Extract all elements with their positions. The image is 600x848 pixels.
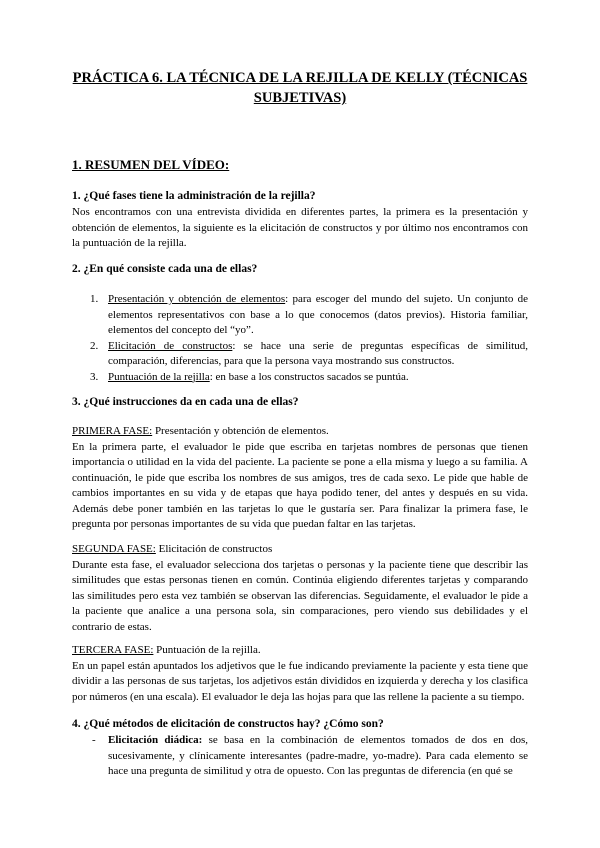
phase-1-block xyxy=(72,424,528,533)
phase-2-block xyxy=(72,542,528,635)
answer-1: Nos encontramos con una entrevista dividida en diferentes partes, la primera es la presentación y obtención de elementos, la siguiente es la elicitación de constructos y por último nos encontramos con la puntuación de la rejilla. xyxy=(72,206,528,249)
phase-3-block xyxy=(72,643,528,705)
methods-list xyxy=(72,733,528,780)
list-text: : se hace una serie de preguntas específicas de similitud, comparación, diferencias, para que la persona vaya mostrando sus constructos. xyxy=(108,339,528,367)
phase-2-title: Elicitación de constructos xyxy=(155,543,273,555)
list-number: 3. xyxy=(90,370,99,383)
method-text: se basa en la combinación de elementos tomados de dos en dos, sucesivamente, y clínicamente interesantes (padre-madre, yo-madre). Para cada elemento se hace una pregunta de similitud y otra de opuesto. Con las preguntas de diferencia (en qué se xyxy=(108,734,528,777)
list-text: : en base a los constructos sacados se puntúa. xyxy=(209,370,409,383)
phase-1-label: PRIMERA FASE: xyxy=(72,425,153,437)
section-heading: 1. RESUMEN DEL VÍDEO: xyxy=(72,157,230,172)
list-text: : para escoger del mundo del sujeto. Un conjunto de elementos representativos con base a lo que conocemos (datos previos). Historia familiar, elementos del concepto del “yo”. xyxy=(108,293,529,336)
phase-1-heading xyxy=(72,424,528,440)
list-term: Puntuación de la rejilla xyxy=(108,370,210,383)
bullet-dash: - xyxy=(92,734,96,746)
phase-2-label: SEGUNDA FASE: xyxy=(72,543,156,555)
phase-3-title: Puntuación de la rejilla. xyxy=(153,644,261,656)
list-number: 2. xyxy=(90,339,99,352)
list-item xyxy=(72,370,528,386)
phase-3-label: TERCERA FASE: xyxy=(72,644,154,656)
phase-1-text: En la primera parte, el evaluador le pide que escriba en tarjetas nombres de personas que tienen importancia o utilidad en la vida del paciente. La paciente se pone a ella misma y luego a su familia. A continuación, le pide que escriba los nombres de sus amigos, tres de cada sexo. Le pide que hable de cambios importantes en su vida y de etapas que haya podido tener, del antes y después en su vida. Además debe poner también en las tarjetas lo que le gustaría ser. Para finalizar la primera fase, le pregunta por personas importantes de su vida que puedan faltar en las tarjetas. xyxy=(72,440,528,530)
list-item xyxy=(72,733,528,780)
document-title: PRÁCTICA 6. LA TÉCNICA DE LA REJILLA DE KELLY (TÉCNICAS SUBJETIVAS) xyxy=(72,70,528,106)
phase-3-heading xyxy=(72,643,528,659)
phase-2-text: Durante esta fase, el evaluador selecciona dos tarjetas o personas y la paciente tiene que describir las similitudes que estas personas tienen en común. Continúa eligiendo diferentes tarjetas y comparando las similitudes pero esta vez también se observan las diferencias. Seguidamente, el evaluador le pide a la paciente que analice a una persona sola, sin comparaciones, pero viendo sus debilidades y el contrario de estas. xyxy=(72,558,528,633)
list-term: Presentación y obtención de elementos xyxy=(108,293,286,305)
list-item xyxy=(72,339,528,370)
method-term: Elicitación diádica: xyxy=(108,734,203,746)
list-item xyxy=(72,292,528,339)
phases-list xyxy=(72,292,528,385)
question-3: 3. ¿Qué instrucciones da en cada una de ellas? xyxy=(72,396,299,408)
phase-1-title: Presentación y obtención de elementos. xyxy=(152,425,329,437)
question-4: 4. ¿Qué métodos de elicitación de constructos hay? ¿Cómo son? xyxy=(72,718,384,730)
list-number: 1. xyxy=(90,293,99,305)
question-2: 2. ¿En qué consiste cada una de ellas? xyxy=(72,263,258,275)
phase-3-text: En un papel están apuntados los adjetivos que le fue indicando previamente la paciente y esta tiene que dividir a las personas de sus tarjetas, los adjetivos están divididos en izquierda y derecha y los clasifica por números (en una escala). El evaluador le deja las hojas para que las rellene la paciente a su tiempo. xyxy=(72,659,528,703)
question-1: 1. ¿Qué fases tiene la administración de la rejilla? xyxy=(72,190,316,202)
list-term: Elicitación de constructos xyxy=(108,339,233,352)
phase-2-heading xyxy=(72,542,528,558)
